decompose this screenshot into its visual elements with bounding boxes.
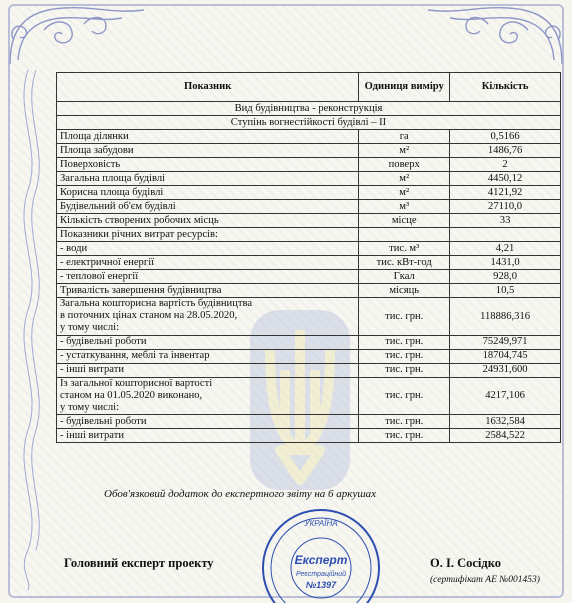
- table-row: [57, 429, 561, 443]
- ornament-top-right-icon: [418, 0, 568, 70]
- header-unit: Одиниця виміру: [359, 73, 450, 102]
- expert-stamp-icon: [256, 504, 386, 603]
- unit-cell: місяць: [359, 284, 450, 298]
- unit-cell: [359, 228, 450, 242]
- indicator-cell: Кількість створених робочих місць: [57, 214, 359, 228]
- value-cell: 4,21: [450, 242, 561, 256]
- unit-cell: тис. грн.: [359, 429, 450, 443]
- value-cell: 928,0: [450, 270, 561, 284]
- unit-cell: тис. грн.: [359, 349, 450, 363]
- unit-cell: тис. грн.: [359, 415, 450, 429]
- table-row: [57, 377, 561, 415]
- table-row: [57, 200, 561, 214]
- stamp-center-text: Експерт: [294, 553, 348, 567]
- ornament-left-border-icon: [8, 70, 48, 590]
- table-row: [57, 130, 561, 144]
- indicator-cell: Площа забудови: [57, 144, 359, 158]
- value-cell: 18704,745: [450, 349, 561, 363]
- value-cell: 1486,76: [450, 144, 561, 158]
- indicator-cell: Загальна кошторисна вартість будівництва в поточних цінах станом на 28.05.2020, у тому числі:: [57, 298, 359, 336]
- value-cell: 4217,106: [450, 377, 561, 415]
- table-row: [57, 158, 561, 172]
- value-cell: 27110,0: [450, 200, 561, 214]
- stamp-number-text: №1397: [305, 580, 337, 590]
- table-row: [57, 349, 561, 363]
- section-row-label: Вид будівництва - реконструкція: [57, 102, 561, 116]
- indicator-cell: - будівельні роботи: [57, 335, 359, 349]
- value-cell: 118886,316: [450, 298, 561, 336]
- table-row: [57, 270, 561, 284]
- value-cell: 2584,522: [450, 429, 561, 443]
- value-cell: 1431,0: [450, 256, 561, 270]
- indicator-cell: - теплової енергії: [57, 270, 359, 284]
- value-cell: 24931,600: [450, 363, 561, 377]
- value-cell: [450, 228, 561, 242]
- indicator-cell: Корисна площа будівлі: [57, 186, 359, 200]
- table-row: [57, 256, 561, 270]
- header-indicator: Показник: [57, 73, 359, 102]
- table-row: [57, 242, 561, 256]
- signer-certificate: (сертифікат АЕ №001453): [430, 575, 540, 585]
- table-header-row: [57, 73, 561, 102]
- unit-cell: місце: [359, 214, 450, 228]
- indicator-cell: - інші витрати: [57, 429, 359, 443]
- table-row: [57, 228, 561, 242]
- table-row: [57, 298, 561, 336]
- stamp-sub-text: Реєстраційний: [295, 571, 347, 578]
- value-cell: 2: [450, 158, 561, 172]
- indicator-cell: Поверховість: [57, 158, 359, 172]
- table-row: [57, 335, 561, 349]
- stamp-top-text: УКРАЇНА: [304, 519, 338, 528]
- indicator-cell: Площа ділянки: [57, 130, 359, 144]
- value-cell: 4450,12: [450, 172, 561, 186]
- unit-cell: Гкал: [359, 270, 450, 284]
- table-row: [57, 214, 561, 228]
- indicator-cell: - будівельні роботи: [57, 415, 359, 429]
- indicators-table: [56, 72, 561, 443]
- unit-cell: тис. грн.: [359, 335, 450, 349]
- value-cell: 4121,92: [450, 186, 561, 200]
- unit-cell: м²: [359, 144, 450, 158]
- unit-cell: м²: [359, 186, 450, 200]
- indicator-cell: - електричної енергії: [57, 256, 359, 270]
- ornament-top-left-icon: [4, 0, 154, 70]
- unit-cell: тис. грн.: [359, 363, 450, 377]
- indicator-cell: Тривалість завершення будівництва: [57, 284, 359, 298]
- signer-title: Головний експерт проекту: [64, 556, 214, 570]
- table-row: [57, 186, 561, 200]
- unit-cell: поверх: [359, 158, 450, 172]
- section-row: [57, 116, 561, 130]
- section-row-label: Ступінь вогнестійкості будівлі – ІІ: [57, 116, 561, 130]
- table-row: [57, 172, 561, 186]
- signer-name: О. І. Сосідко: [430, 556, 501, 570]
- unit-cell: га: [359, 130, 450, 144]
- table-row: [57, 284, 561, 298]
- indicator-cell: - води: [57, 242, 359, 256]
- indicator-cell: - устаткування, меблі та інвентар: [57, 349, 359, 363]
- indicator-cell: Показники річних витрат ресурсів:: [57, 228, 359, 242]
- unit-cell: тис. грн.: [359, 298, 450, 336]
- section-row: [57, 102, 561, 116]
- table-row: [57, 144, 561, 158]
- table-row: [57, 415, 561, 429]
- value-cell: 10,5: [450, 284, 561, 298]
- table-row: [57, 363, 561, 377]
- value-cell: 75249,971: [450, 335, 561, 349]
- unit-cell: м²: [359, 172, 450, 186]
- unit-cell: м³: [359, 200, 450, 214]
- header-quantity: Кількість: [450, 73, 561, 102]
- indicator-cell: Загальна площа будівлі: [57, 172, 359, 186]
- appendix-note: Обов'язковий додаток до експертного звіту на 6 аркушах: [104, 488, 377, 500]
- value-cell: 0,5166: [450, 130, 561, 144]
- unit-cell: тис. м³: [359, 242, 450, 256]
- value-cell: 1632,584: [450, 415, 561, 429]
- indicator-cell: Будівельний об'єм будівлі: [57, 200, 359, 214]
- indicator-cell: - інші витрати: [57, 363, 359, 377]
- unit-cell: тис. грн.: [359, 377, 450, 415]
- value-cell: 33: [450, 214, 561, 228]
- unit-cell: тис. кВт-год: [359, 256, 450, 270]
- indicator-cell: Із загальної кошторисної вартості станом на 01.05.2020 виконано, у тому числі:: [57, 377, 359, 415]
